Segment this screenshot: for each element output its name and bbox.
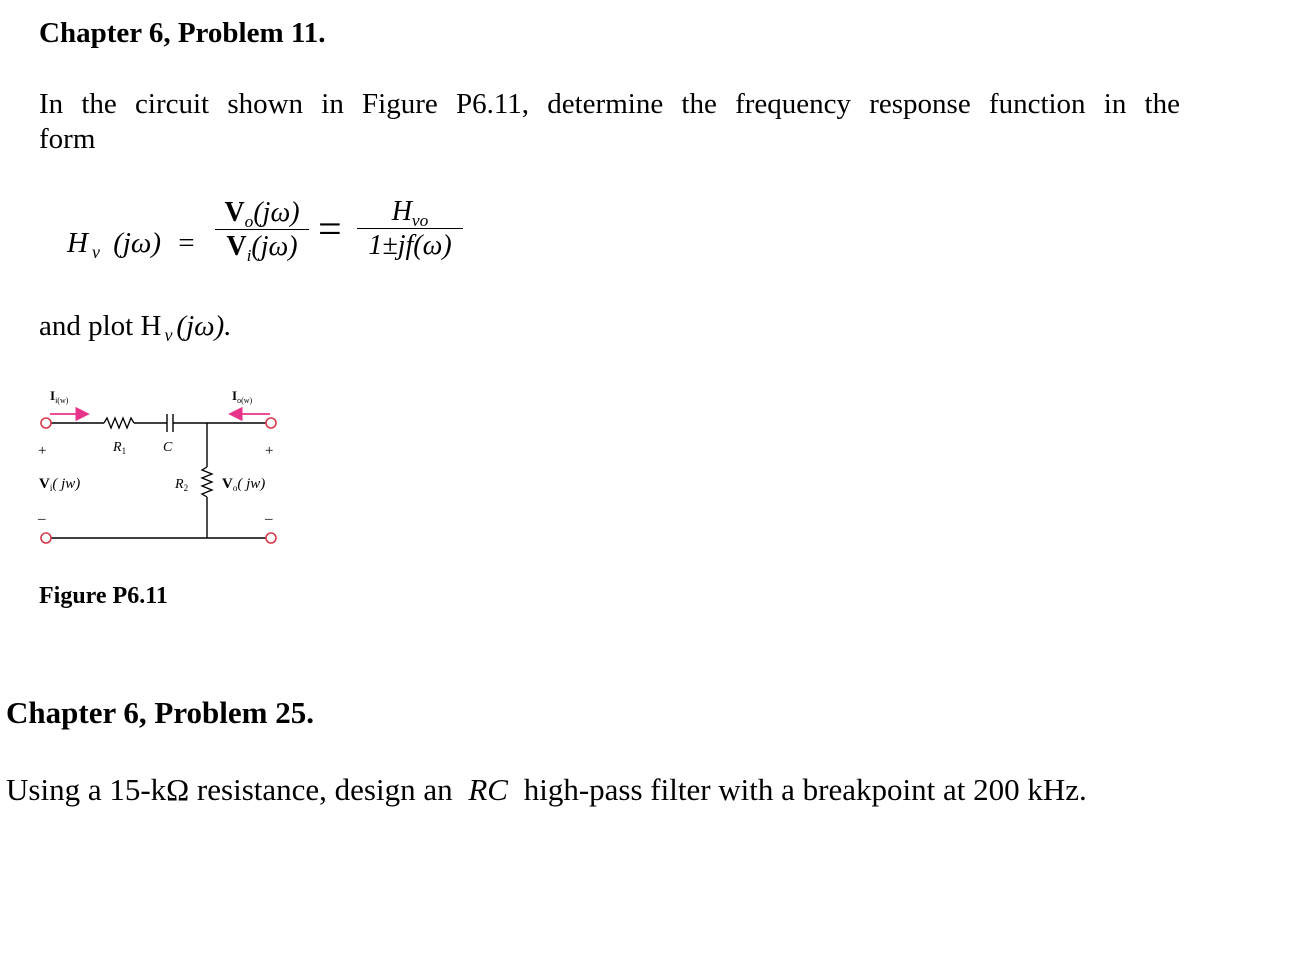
frac2-bar (357, 228, 463, 229)
frac1-denominator (215, 231, 309, 266)
vin-label: $V_i$( jw) (39, 476, 81, 493)
plot-suffix: (jω). (176, 310, 232, 342)
problem-11-text-line1: In the circuit shown in Figure P6.11, determine the frequency response function in the (39, 88, 1180, 120)
frac1-num-arg: (jω) (253, 197, 300, 228)
problem-25-text (6, 772, 1087, 808)
fraction-vo-over-vi (215, 197, 309, 266)
equation-lhs (67, 227, 195, 263)
eq-equals: = (178, 227, 195, 259)
frac1-bar (215, 229, 309, 230)
vout-plus: + (265, 443, 274, 459)
frac1-num-symbol: V (224, 197, 245, 228)
eq-lhs-symbol: H (67, 227, 88, 259)
r1-label: $R_1$ (113, 440, 127, 456)
frac2-denominator: 1±jf(ω) (368, 230, 452, 261)
resistor-r2 (202, 467, 212, 497)
frac2-num-symbol: H (391, 196, 412, 227)
problem-11-heading: Chapter 6, Problem 11. (39, 17, 326, 49)
frac1-den-sub: i (246, 246, 252, 266)
resistor-r1 (104, 418, 134, 428)
frac1-numerator (215, 197, 309, 232)
problem-25-rc: RC (468, 772, 508, 807)
problem-25-text-before: Using a 15-kΩ resistance, design an (6, 772, 453, 807)
plot-sub: v (164, 325, 173, 346)
eq-lhs-arg: (jω) (113, 227, 162, 259)
vin-plus: + (38, 443, 47, 459)
frac2-numerator (357, 196, 463, 231)
frac1-num-sub: o (244, 212, 254, 232)
eq-lhs-sub: v (91, 242, 100, 263)
circuit-diagram (30, 380, 290, 555)
fraction-hvo (357, 197, 463, 260)
problem-25-heading: Chapter 6, Problem 25. (6, 695, 314, 730)
frac1-den-symbol: V (226, 231, 247, 262)
plot-prefix: and plot H (39, 310, 162, 342)
r2-label: $R_2$ (175, 477, 189, 493)
eq-equals-2: = (318, 207, 342, 253)
input-terminal-bottom (41, 533, 51, 543)
vin-minus: – (38, 511, 46, 527)
output-terminal-bottom (266, 533, 276, 543)
input-terminal-top (41, 418, 51, 428)
current-in-label: $I_{i(w)}$ (50, 388, 69, 405)
problem-11-text-line2: form (39, 123, 96, 155)
vout-minus: – (265, 511, 273, 527)
problem-25-text-after: high-pass filter with a breakpoint at 200 kHz. (523, 772, 1087, 807)
output-terminal-top (266, 418, 276, 428)
current-out-label: $I_{o(w)}$ (232, 388, 253, 405)
frac1-den-arg: (jω) (251, 231, 298, 262)
vout-label: $V_o$( jw) (222, 476, 266, 493)
plot-instruction (39, 310, 232, 346)
frac2-num-sub: vo (411, 211, 429, 231)
figure-caption: Figure P6.11 (39, 583, 168, 609)
c-label: C (163, 440, 173, 455)
